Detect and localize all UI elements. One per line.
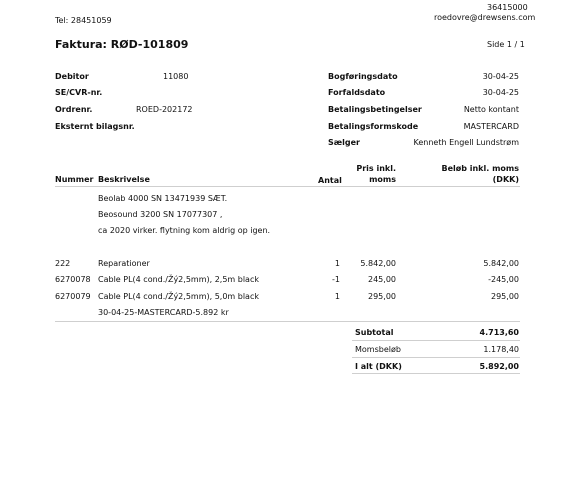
table-header-divider bbox=[55, 186, 520, 187]
note-line: ca 2020 virker. flytning kom aldrig op igen. bbox=[98, 226, 271, 235]
row-number: 6270078 bbox=[55, 275, 91, 284]
row-description: Cable PL(4 cond./Žý2,5mm), 5,0m black bbox=[98, 292, 259, 301]
col-header-number: Nummer bbox=[55, 175, 94, 184]
grand-total-label: I alt (DKK) bbox=[355, 362, 402, 371]
totals-divider bbox=[352, 373, 520, 374]
row-amount: -245,00 bbox=[488, 275, 519, 284]
row-description: Reparationer bbox=[98, 259, 150, 268]
debtor-label: Debitor bbox=[55, 72, 89, 81]
vat-label: Momsbeløb bbox=[355, 345, 401, 354]
note-line: Beosound 3200 SN 17077307 , bbox=[98, 210, 223, 219]
sender-phone: Tel: 28451059 bbox=[55, 16, 112, 25]
external-doc-label: Eksternt bilagsnr. bbox=[55, 122, 135, 131]
order-number-label: Ordrenr. bbox=[55, 105, 93, 114]
row-number: 222 bbox=[55, 259, 71, 268]
order-number-value: ROED-202172 bbox=[136, 105, 193, 114]
payment-terms-value: Netto kontant bbox=[463, 105, 519, 114]
col-header-qty: Antal bbox=[318, 176, 342, 185]
row-number: 6270079 bbox=[55, 292, 91, 301]
table-footer-divider bbox=[55, 321, 520, 322]
payment-method-value: MASTERCARD bbox=[463, 122, 519, 131]
row-price: 5.842,00 bbox=[360, 259, 396, 268]
payment-method-label: Betalingsformskode bbox=[328, 122, 419, 131]
row-amount: 295,00 bbox=[491, 292, 519, 301]
subtotal-label: Subtotal bbox=[355, 328, 394, 337]
payment-note: 30-04-25-MASTERCARD-5.892 kr bbox=[98, 308, 229, 317]
vat-value: 1.178,40 bbox=[483, 345, 519, 354]
col-header-price-line2: moms bbox=[369, 175, 396, 184]
col-header-amount-line2: (DKK) bbox=[492, 175, 519, 184]
row-amount: 5.842,00 bbox=[483, 259, 519, 268]
totals-divider bbox=[352, 340, 520, 341]
payment-terms-label: Betalingsbetingelser bbox=[328, 105, 422, 114]
posting-date-value: 30-04-25 bbox=[482, 72, 519, 81]
row-qty: -1 bbox=[332, 275, 340, 284]
row-description: Cable PL(4 cond./Žý2,5mm), 2,5m black bbox=[98, 275, 259, 284]
page-number: Side 1 / 1 bbox=[487, 40, 525, 49]
row-qty: 1 bbox=[334, 259, 340, 268]
due-date-value: 30-04-25 bbox=[482, 88, 519, 97]
sender-phone-number: 36415000 bbox=[487, 3, 528, 12]
posting-date-label: Bogføringsdato bbox=[328, 72, 398, 81]
note-line: Beolab 4000 SN 13471939 SÆT. bbox=[98, 194, 228, 203]
grand-total-value: 5.892,00 bbox=[479, 362, 519, 371]
row-price: 245,00 bbox=[368, 275, 396, 284]
salesperson-label: Sælger bbox=[328, 138, 360, 147]
col-header-description: Beskrivelse bbox=[98, 175, 150, 184]
due-date-label: Forfaldsdato bbox=[328, 88, 386, 97]
invoice-title: Faktura: RØD-101809 bbox=[55, 38, 189, 51]
row-qty: 1 bbox=[334, 292, 340, 301]
subtotal-value: 4.713,60 bbox=[479, 328, 519, 337]
col-header-price-line1: Pris inkl. bbox=[356, 164, 396, 173]
row-price: 295,00 bbox=[368, 292, 396, 301]
debtor-value: 11080 bbox=[163, 72, 189, 81]
totals-divider bbox=[352, 357, 520, 358]
salesperson-value: Kenneth Engell Lundstrøm bbox=[413, 138, 519, 147]
cvr-label: SE/CVR-nr. bbox=[55, 88, 103, 97]
sender-email: roedovre@drewsens.com bbox=[434, 13, 536, 22]
col-header-amount-line1: Beløb inkl. moms bbox=[441, 164, 519, 173]
